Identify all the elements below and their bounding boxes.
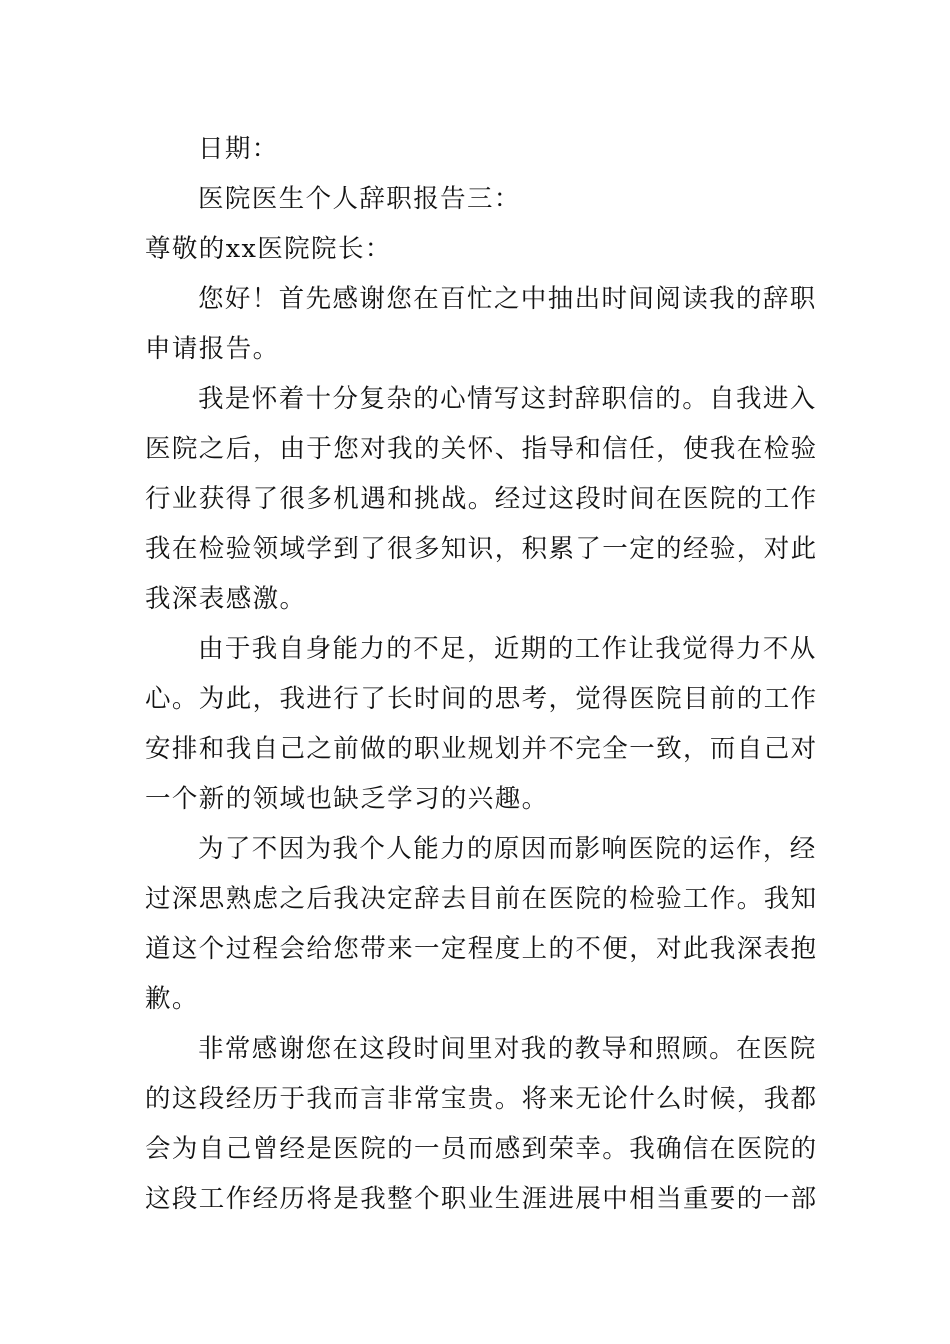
report-title: 医院医生个人辞职报告三： [198,184,521,214]
paragraph-line: 歉。 [145,984,199,1014]
paragraph-line: 行业获得了很多机遇和挑战。经过这段时间在医院的工作 [145,484,818,514]
salutation: 尊敬的xx医院院长： [145,234,392,264]
paragraph-line: 这段工作经历将是我整个职业生涯进展中相当重要的一部 [145,1184,818,1214]
paragraph-line: 为了不因为我个人能力的原因而影响医院的运作，经 [198,834,817,864]
paragraph-line: 道这个过程会给您带来一定程度上的不便，对此我深表抱 [145,934,818,964]
paragraph-line: 医院之后，由于您对我的关怀、指导和信任，使我在检验 [145,434,818,464]
paragraph-line: 一个新的领域也缺乏学习的兴趣。 [145,784,549,814]
paragraph-line: 您好！首先感谢您在百忙之中抽出时间阅读我的辞职 [198,284,817,314]
paragraph-line: 过深思熟虑之后我决定辞去目前在医院的检验工作。我知 [145,884,818,914]
paragraph-line: 会为自己曾经是医院的一员而感到荣幸。我确信在医院的 [145,1134,818,1164]
paragraph-line: 申请报告。 [145,334,280,364]
paragraph-line: 非常感谢您在这段时间里对我的教导和照顾。在医院 [198,1034,817,1064]
paragraph-line: 我深表感激。 [145,584,307,614]
paragraph-line: 的这段经历于我而言非常宝贵。将来无论什么时候，我都 [145,1084,818,1114]
paragraph-line: 我在检验领域学到了很多知识，积累了一定的经验，对此 [145,534,818,564]
paragraph-line: 心。为此，我进行了长时间的思考，觉得医院目前的工作 [145,684,818,714]
date-label: 日期： [198,134,279,164]
paragraph-line: 由于我自身能力的不足，近期的工作让我觉得力不从 [198,634,817,664]
paragraph-line: 安排和我自己之前做的职业规划并不完全一致，而自己对 [145,734,818,764]
paragraph-line: 我是怀着十分复杂的心情写这封辞职信的。自我进入 [198,384,817,414]
